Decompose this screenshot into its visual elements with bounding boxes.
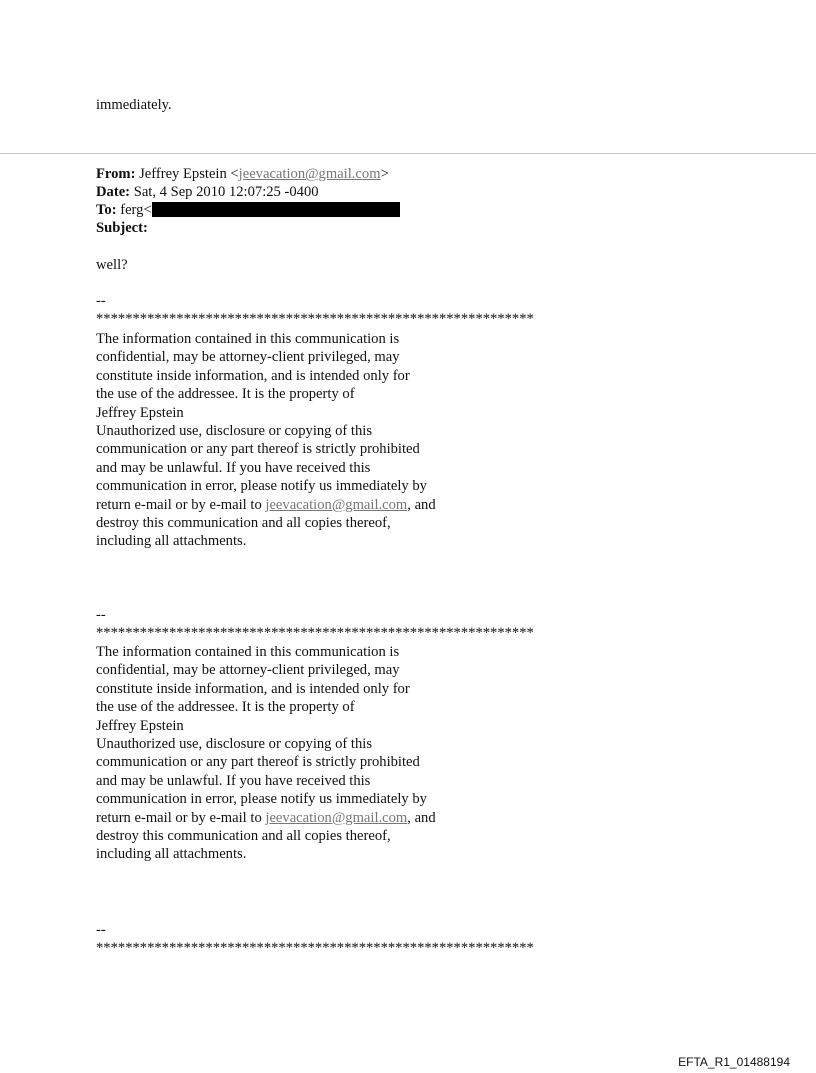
from-label: From:	[96, 166, 136, 182]
disclaimer-line: Unauthorized use, disclosure or copying of this	[96, 423, 373, 440]
disclaimer-line: confidential, may be attorney-client privileged, may	[96, 349, 400, 366]
to-label: To:	[96, 202, 117, 218]
link-prefix: return e-mail or by e-mail to	[96, 496, 266, 513]
to-value: ferg<	[120, 202, 152, 218]
disclaimer-block	[96, 330, 436, 551]
disclaimer-line: including all attachments.	[96, 846, 247, 863]
disclaimer-line: constitute inside information, and is intended only for	[96, 680, 410, 697]
link-suffix: , and	[407, 809, 436, 826]
disclaimer-line: including all attachments.	[96, 533, 247, 550]
disclaimer-email-link[interactable]: jeevacation@gmail.com	[265, 809, 408, 826]
disclaimer-line: constitute inside information, and is intended only for	[96, 367, 410, 384]
signature-stars: ************************************************************	[96, 940, 534, 956]
from-email-link[interactable]: jeevacation@gmail.com	[238, 166, 381, 182]
signature-stars: ************************************************************	[96, 311, 534, 327]
signature-dash: --	[96, 607, 106, 623]
disclaimer-line: destroy this communication and all copies thereof,	[96, 828, 391, 845]
disclaimer-line: confidential, may be attorney-client privileged, may	[96, 662, 400, 679]
disclaimer-block	[96, 643, 436, 864]
section-divider	[0, 153, 816, 154]
disclaimer-line: Unauthorized use, disclosure or copying of this	[96, 736, 373, 753]
disclaimer-line: communication or any part thereof is strictly prohibited	[96, 441, 420, 458]
link-suffix: , and	[407, 496, 436, 513]
subject-label: Subject:	[96, 220, 148, 236]
intro-text: immediately.	[96, 97, 172, 113]
disclaimer-line: and may be unlawful. If you have received this	[96, 459, 371, 476]
disclaimer-line: and may be unlawful. If you have received this	[96, 772, 371, 789]
disclaimer-line: communication or any part thereof is strictly prohibited	[96, 754, 420, 771]
link-prefix: return e-mail or by e-mail to	[96, 809, 266, 826]
date-line	[96, 183, 319, 202]
from-close: >	[380, 166, 389, 182]
subject-line	[96, 219, 148, 238]
disclaimer-line: communication in error, please notify us immediately by	[96, 791, 427, 808]
disclaimer-line: The information contained in this communication is	[96, 331, 400, 347]
disclaimer-line: communication in error, please notify us immediately by	[96, 478, 427, 495]
signature-stars: ************************************************************	[96, 625, 534, 641]
signature-dash: --	[96, 293, 106, 309]
disclaimer-line: the use of the addressee. It is the property of	[96, 386, 355, 403]
disclaimer-link-line	[96, 809, 436, 827]
disclaimer-line: the use of the addressee. It is the property of	[96, 699, 355, 716]
date-label: Date:	[96, 184, 131, 200]
redaction-box	[152, 202, 400, 217]
from-name: Jeffrey Epstein <	[139, 166, 239, 182]
disclaimer-line: The information contained in this communication is	[96, 644, 400, 660]
document-id: EFTA_R1_01488194	[678, 1055, 790, 1069]
date-value: Sat, 4 Sep 2010 12:07:25 -0400	[133, 184, 319, 200]
disclaimer-line: Jeffrey Epstein	[96, 717, 184, 734]
disclaimer-link-line	[96, 496, 436, 514]
signature-dash: --	[96, 922, 106, 938]
to-line	[96, 201, 400, 220]
body-text: well?	[96, 257, 128, 273]
disclaimer-line: destroy this communication and all copies thereof,	[96, 515, 391, 532]
disclaimer-line: Jeffrey Epstein	[96, 404, 184, 421]
disclaimer-email-link[interactable]: jeevacation@gmail.com	[265, 496, 408, 513]
from-line	[96, 165, 389, 184]
